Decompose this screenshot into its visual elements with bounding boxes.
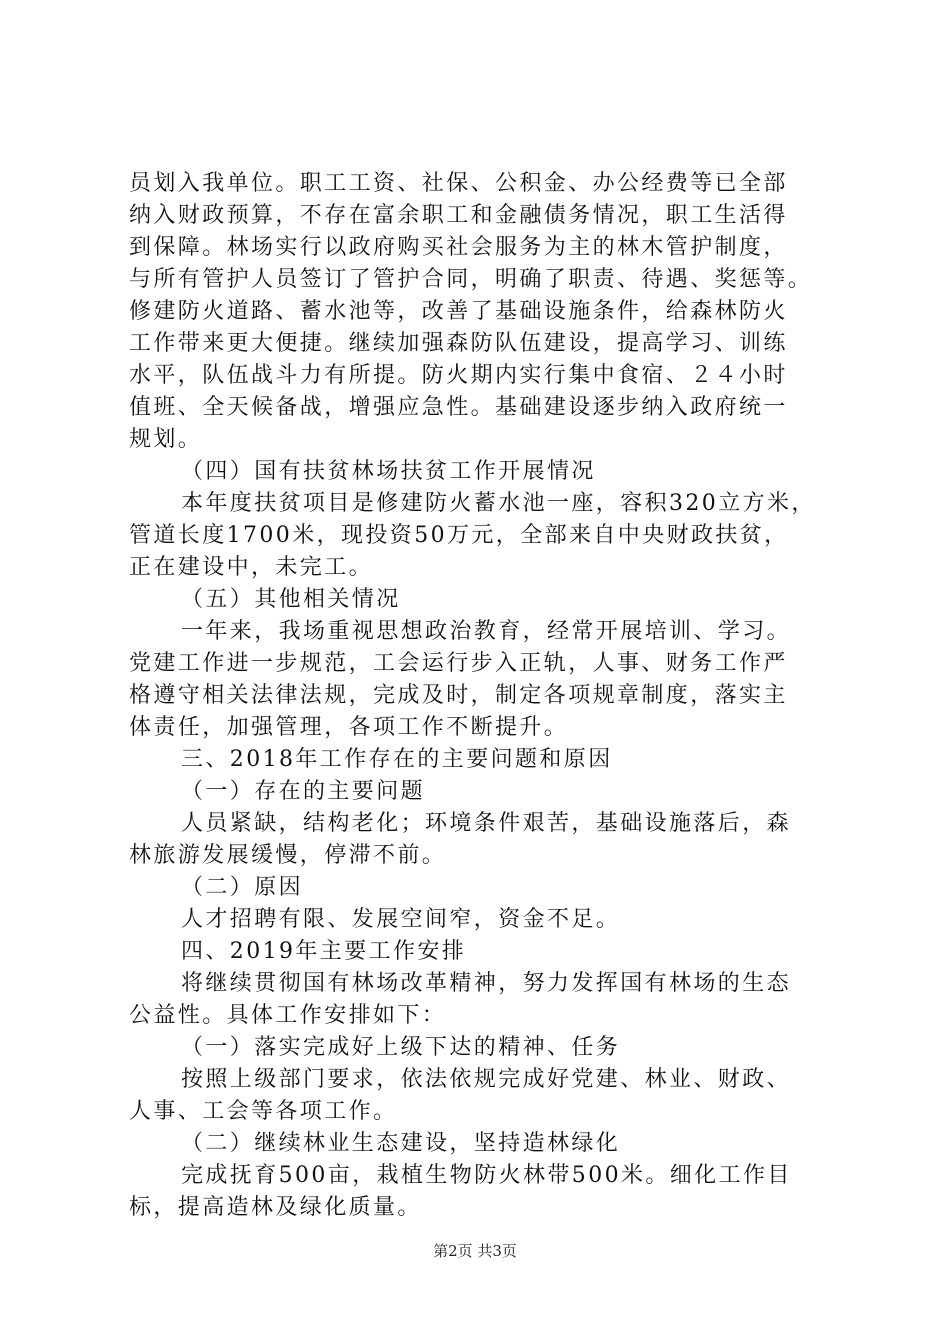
page-footer: 第2页 共3页 bbox=[433, 1242, 517, 1260]
text-line: 本年度扶贫项目是修建防火蓄水池一座，容积320立方米， bbox=[181, 491, 816, 516]
text-line: 人事、工会等各项工作。 bbox=[129, 1099, 398, 1124]
section-heading: （二）原因 bbox=[181, 875, 304, 900]
text-line: 值班、全天候备战，增强应急性。基础建设逐步纳入政府统一 bbox=[129, 395, 788, 420]
text-line: 公益性。具体工作安排如下： bbox=[129, 1003, 447, 1028]
text-line: 员划入我单位。职工工资、社保、公积金、办公经费等已全部 bbox=[129, 171, 788, 196]
text-line: 党建工作进一步规范，工会运行步入正轨，人事、财务工作严 bbox=[129, 651, 788, 676]
text-line: 按照上级部门要求，依法依规完成好党建、林业、财政、 bbox=[181, 1067, 792, 1092]
text-line: 完成抚育500亩，栽植生物防火林带500米。细化工作目 bbox=[181, 1163, 792, 1188]
text-line: 修建防火道路、蓄水池等，改善了基础设施条件，给森林防火 bbox=[129, 299, 788, 324]
text-line: 一年来，我场重视思想政治教育，经常开展培训、学习。 bbox=[181, 619, 792, 644]
section-heading: （四）国有扶贫林场扶贫工作开展情况 bbox=[181, 459, 596, 484]
text-line: 正在建设中，未完工。 bbox=[129, 555, 374, 580]
text-line: 到保障。林场实行以政府购买社会服务为主的林木管护制度， bbox=[129, 235, 788, 260]
section-heading: （一）存在的主要问题 bbox=[181, 779, 426, 804]
text-line: 纳入财政预算，不存在富余职工和金融债务情况，职工生活得 bbox=[129, 203, 788, 228]
text-line: 管道长度1700米，现投资50万元，全部来自中央财政扶贫， bbox=[129, 523, 789, 548]
text-line: 与所有管护人员签订了管护合同，明确了职责、待遇、奖惩等。 bbox=[129, 267, 813, 292]
text-line: 工作带来更大便捷。继续加强森防队伍建设，提高学习、训练 bbox=[129, 331, 788, 356]
text-line: 规划。 bbox=[129, 427, 203, 452]
text-line: 人才招聘有限、发展空间窄，资金不足。 bbox=[181, 907, 621, 932]
text-line: 体责任，加强管理，各项工作不断提升。 bbox=[129, 715, 569, 740]
section-heading: （一）落实完成好上级下达的精神、任务 bbox=[181, 1035, 621, 1060]
text-line: 将继续贯彻国有林场改革精神，努力发挥国有林场的生态 bbox=[181, 971, 792, 996]
section-heading: （五）其他相关情况 bbox=[181, 587, 401, 612]
body-text bbox=[129, 168, 829, 1224]
section-heading: 四、2019年主要工作安排 bbox=[181, 939, 467, 964]
text-line: 格遵守相关法律法规，完成及时，制定各项规章制度，落实主 bbox=[129, 683, 788, 708]
section-heading: （二）继续林业生态建设，坚持造林绿化 bbox=[181, 1131, 621, 1156]
text-line: 人员紧缺，结构老化；环境条件艰苦，基础设施落后，森 bbox=[181, 811, 792, 836]
text-line: 林旅游发展缓慢，停滞不前。 bbox=[129, 843, 447, 868]
text-line: 标，提高造林及绿化质量。 bbox=[129, 1195, 422, 1220]
text-line: 水平，队伍战斗力有所提。防火期内实行集中食宿、２４小时 bbox=[129, 363, 788, 388]
section-heading: 三、2018年工作存在的主要问题和原因 bbox=[181, 747, 613, 772]
